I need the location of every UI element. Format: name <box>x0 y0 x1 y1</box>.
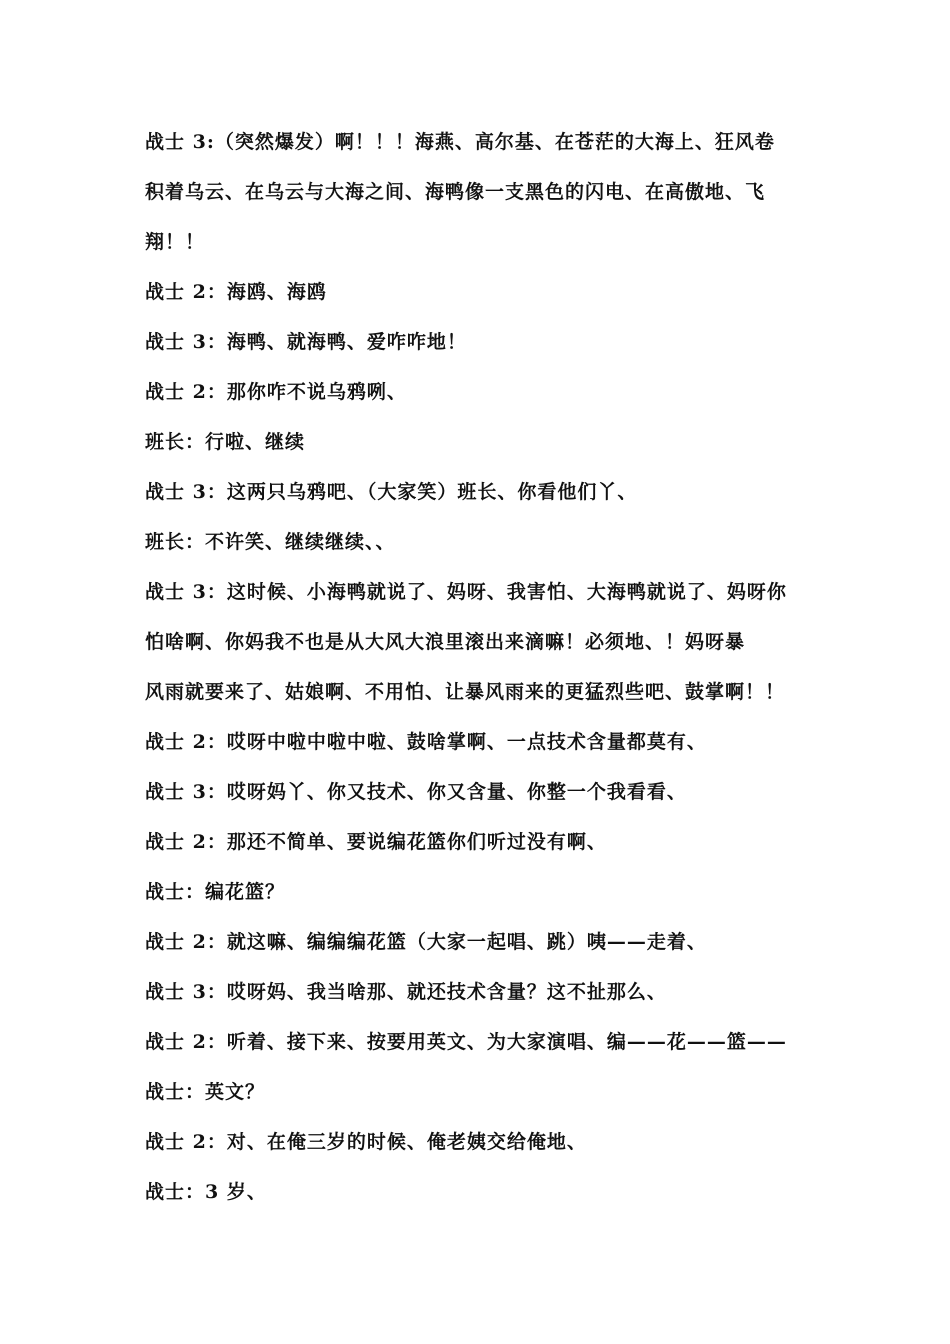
text-line: 翔！！ <box>145 231 206 253</box>
text-line: 战士：编花篮？ <box>145 881 286 903</box>
script-text <box>145 117 825 1217</box>
text-line: 战士 3：这时候、小海鸭就说了、妈呀、我害怕、大海鸭就说了、妈呀你 <box>145 581 787 603</box>
text-line: 战士 2：海鸥、海鸥 <box>145 281 327 303</box>
text-line: 战士 2：那还不简单、要说编花篮你们听过没有啊、 <box>145 831 607 853</box>
text-line: 战士 3：哎呀妈丫、你又技术、你又含量、你整一个我看看、 <box>145 781 687 803</box>
text-line: 怕啥啊、你妈我不也是从大风大浪里滚出来滴嘛！必须地、！妈呀暴 <box>145 631 746 653</box>
text-line: 战士 3：这两只乌鸦吧、（大家笑）班长、你看他们丫、 <box>145 481 638 503</box>
text-line: 战士 2：那你咋不说乌鸦咧、 <box>145 381 407 403</box>
text-line: 积着乌云、在乌云与大海之间、海鸭像一支黑色的闪电、在高傲地、飞 <box>145 181 766 203</box>
text-line: 班长：行啦、继续 <box>145 431 306 453</box>
text-line: 战士 2：听着、接下来、按要用英文、为大家演唱、编——花——篮—— <box>145 1031 787 1053</box>
text-line: 风雨就要来了、姑娘啊、不用怕、让暴风雨来的更猛烈些吧、鼓掌啊！！ <box>145 681 786 703</box>
text-line: 战士 2：对、在俺三岁的时候、俺老姨交给俺地、 <box>145 1131 587 1153</box>
text-line: 战士：英文？ <box>145 1081 266 1103</box>
text-line: 班长：不许笑、继续继续、、 <box>145 531 396 553</box>
text-line: 战士 3：哎呀妈、我当啥那、就还技术含量？这不扯那么、 <box>145 981 667 1003</box>
text-line: 战士 3:（突然爆发）啊！！！海燕、高尔基、在苍茫的大海上、狂风卷 <box>145 131 775 153</box>
text-line: 战士 2：就这嘛、编编编花篮（大家一起唱、跳）咦——走着、 <box>145 931 707 953</box>
text-line: 战士 2：哎呀中啦中啦中啦、鼓啥掌啊、一点技术含量都莫有、 <box>145 731 707 753</box>
text-line: 战士 3：海鸭、就海鸭、爱咋咋地！ <box>145 331 467 353</box>
text-line: 战士：3 岁、 <box>145 1181 267 1203</box>
